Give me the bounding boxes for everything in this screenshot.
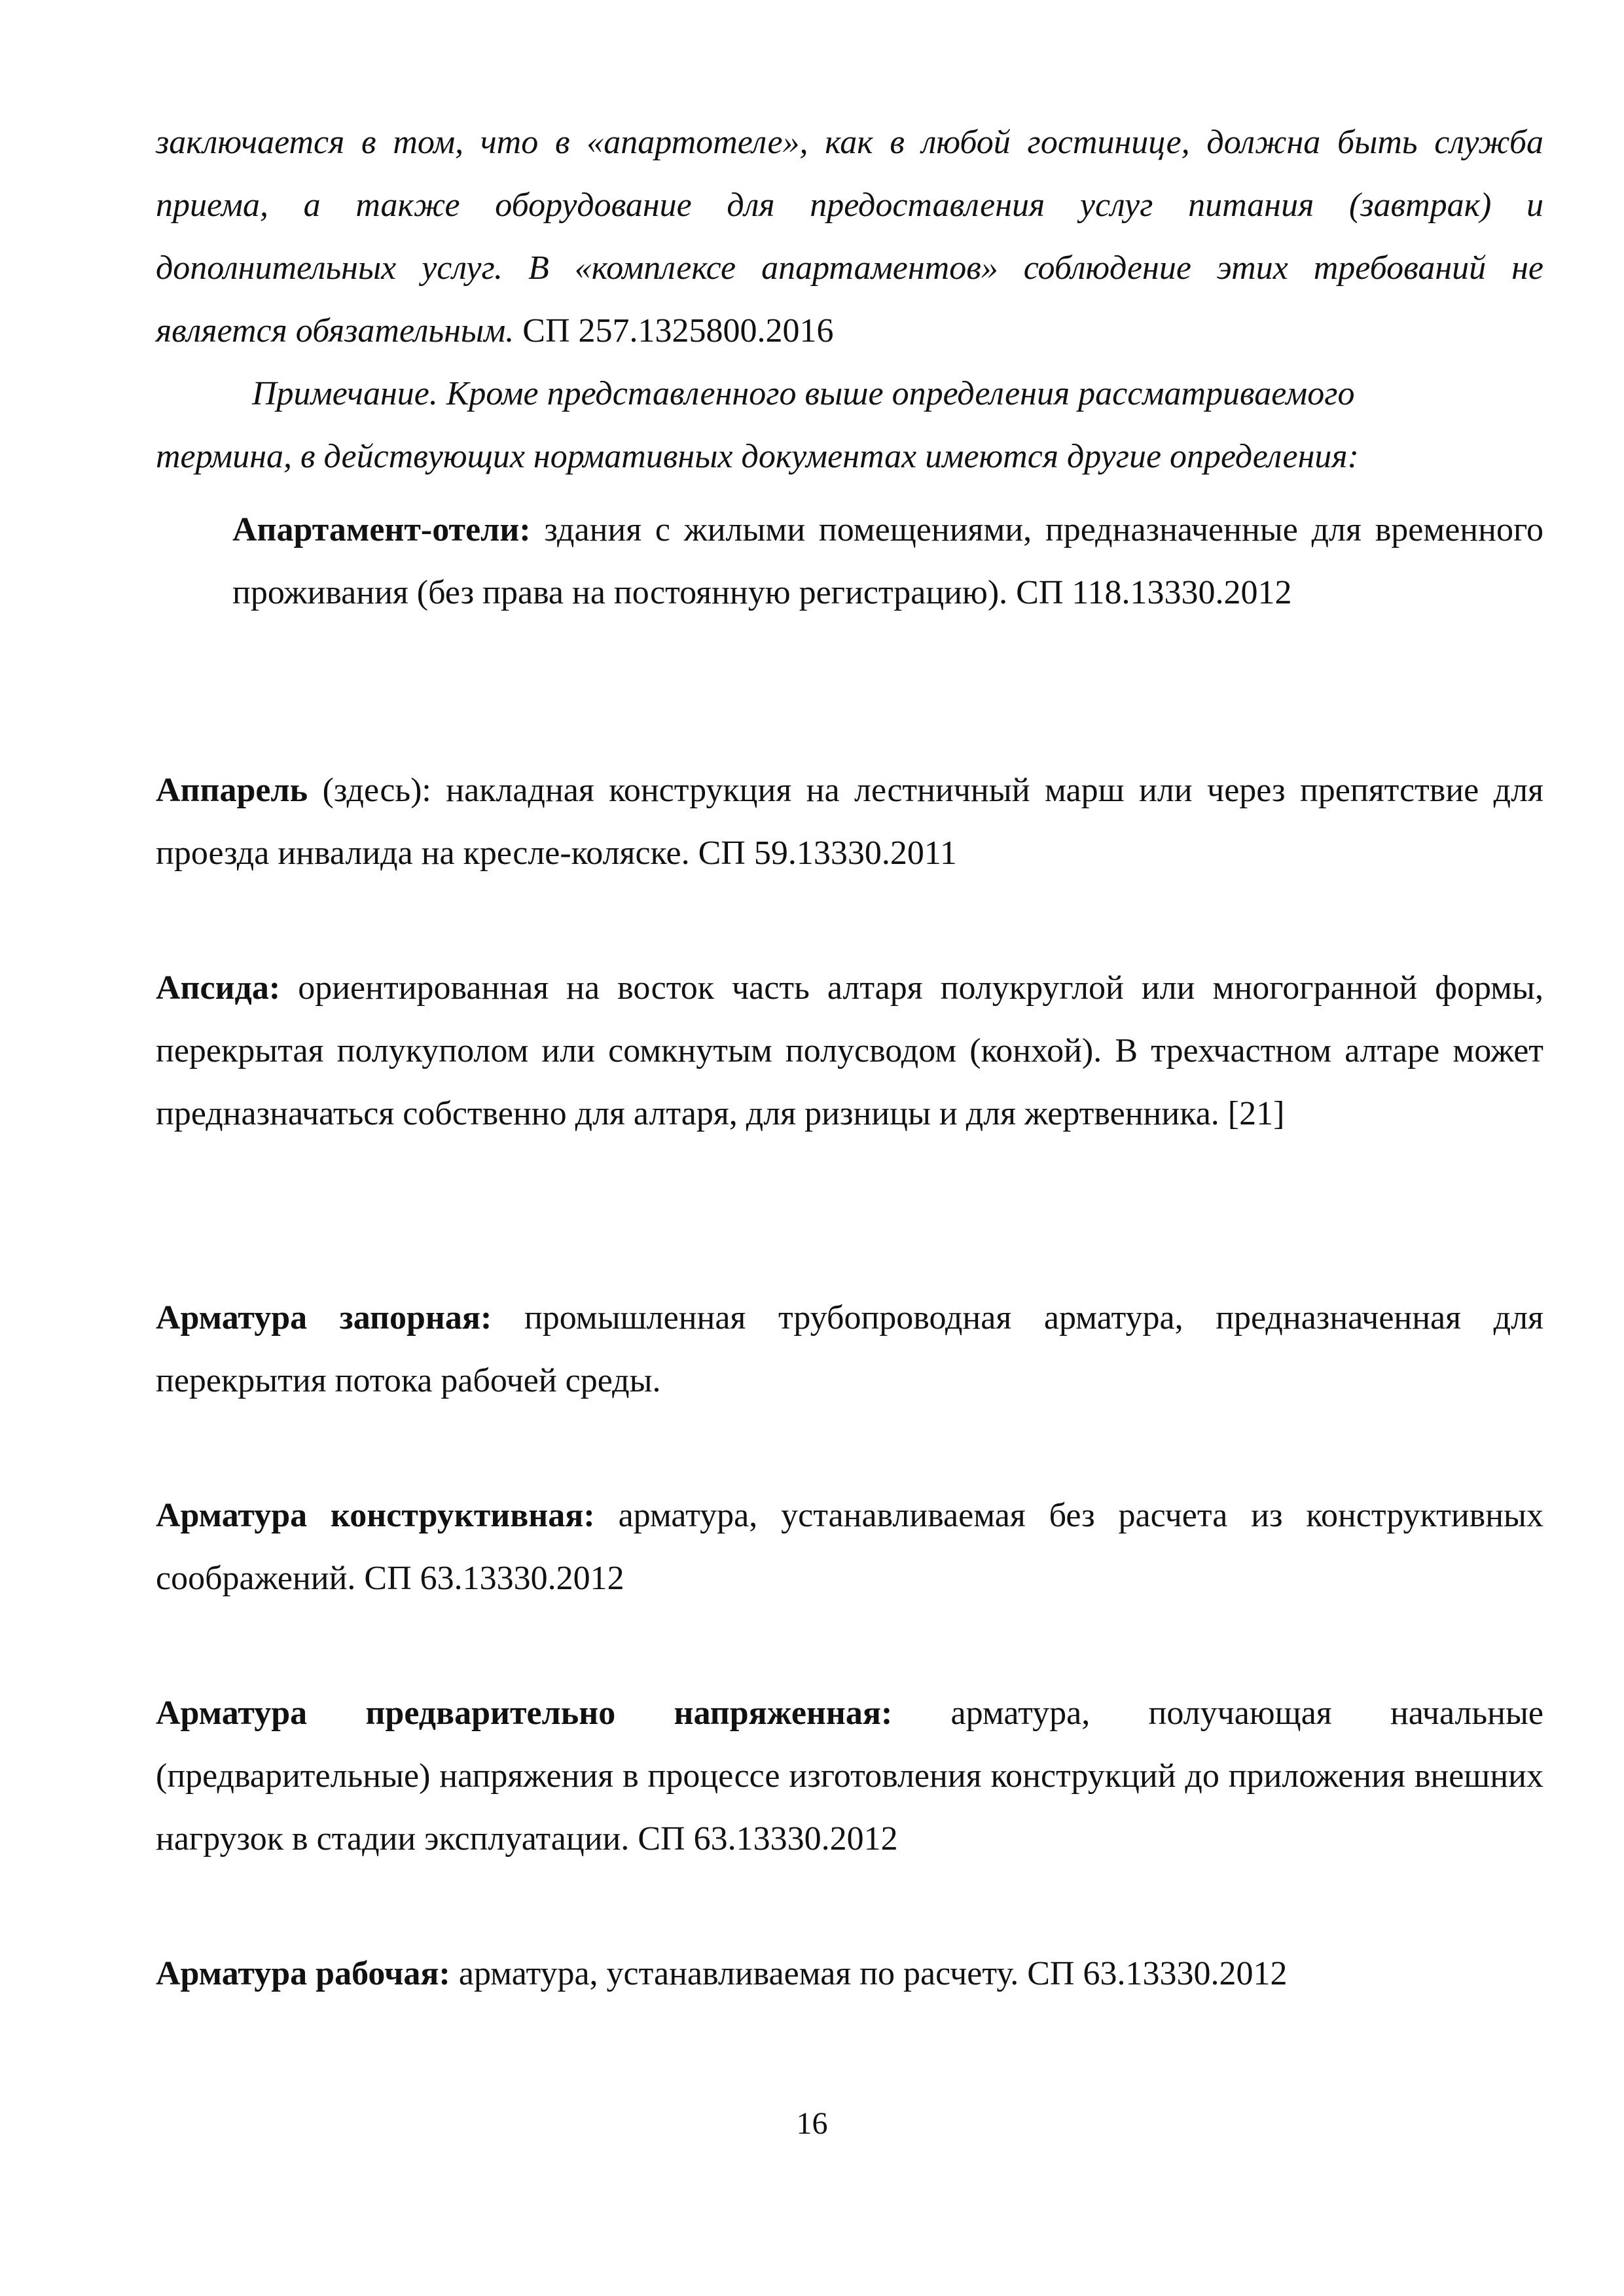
note-line-1: Примечание. Кроме представленного выше определения рассматриваемого [252, 375, 1355, 412]
term-entry [156, 1682, 1543, 1871]
term-definition: арматура, получающая начальные (предварительные) напряжения в процессе изготовления конструкций до приложения внешних нагрузок в стадии эксплуатации. СП 63.13330.2012 [156, 1695, 1543, 1857]
term-definition: арматура, устанавливаемая по расчету. СП 63.13330.2012 [450, 1955, 1288, 1992]
note-line-2: термина, в действующих нормативных документах имеются другие определения: [156, 438, 1359, 475]
page-number: 16 [796, 2106, 828, 2141]
term-definition: ориентированная на восток часть алтаря полукруглой или многогранной формы, перекрытая полукуполом или сомкнутым полусводом (конхой). В трехчастном алтаре может предназначаться собственно для алтаря, для ризницы и для жертвенника. [21] [156, 969, 1543, 1132]
term-name: Апсида: [156, 969, 281, 1007]
term-name: Арматура рабочая: [156, 1955, 450, 1992]
term-name: Арматура запорная: [156, 1299, 492, 1336]
term-entry [156, 1484, 1543, 1610]
term-definition: арматура, устанавливаемая без расчета из конструктивных соображений. СП 63.13330.2012 [156, 1497, 1543, 1597]
term-name: Аппарель [156, 772, 308, 809]
term-entry [156, 957, 1543, 1145]
intro-paragraph [156, 111, 1543, 363]
term-name: Арматура конструктивная: [156, 1497, 595, 1534]
intro-italic-text: заключается в том, что в «апартотеле», как в любой гостинице, должна быть служба приема, а также оборудование для предоставления услуг питания (завтрак) и дополнительных услуг. В «комплексе апартаментов» соблюдение этих требований не является обязательным. [156, 124, 1543, 350]
term-name: Апартамент-отели [232, 511, 520, 548]
term-name: Арматура предварительно напряженная: [156, 1695, 893, 1732]
term-definition: здания с жилыми помещениями, предназначенные для временного проживания (без права на постоянную регистрацию). СП 118.13330.2012 [232, 511, 1543, 611]
term-definition: (здесь): накладная конструкция на лестничный марш или через препятствие для проезда инвалида на кресле-коляске. СП 59.13330.2011 [156, 772, 1543, 872]
term-separator: : [519, 511, 531, 548]
term-entry [156, 1943, 1543, 2005]
intro-source: СП 257.1325800.2016 [514, 312, 834, 350]
term-definition: промышленная трубопроводная арматура, предназначенная для перекрытия потока рабочей среды. [156, 1299, 1544, 1399]
term-entry [232, 499, 1543, 624]
term-entry [156, 759, 1543, 885]
term-entry [156, 1287, 1543, 1412]
